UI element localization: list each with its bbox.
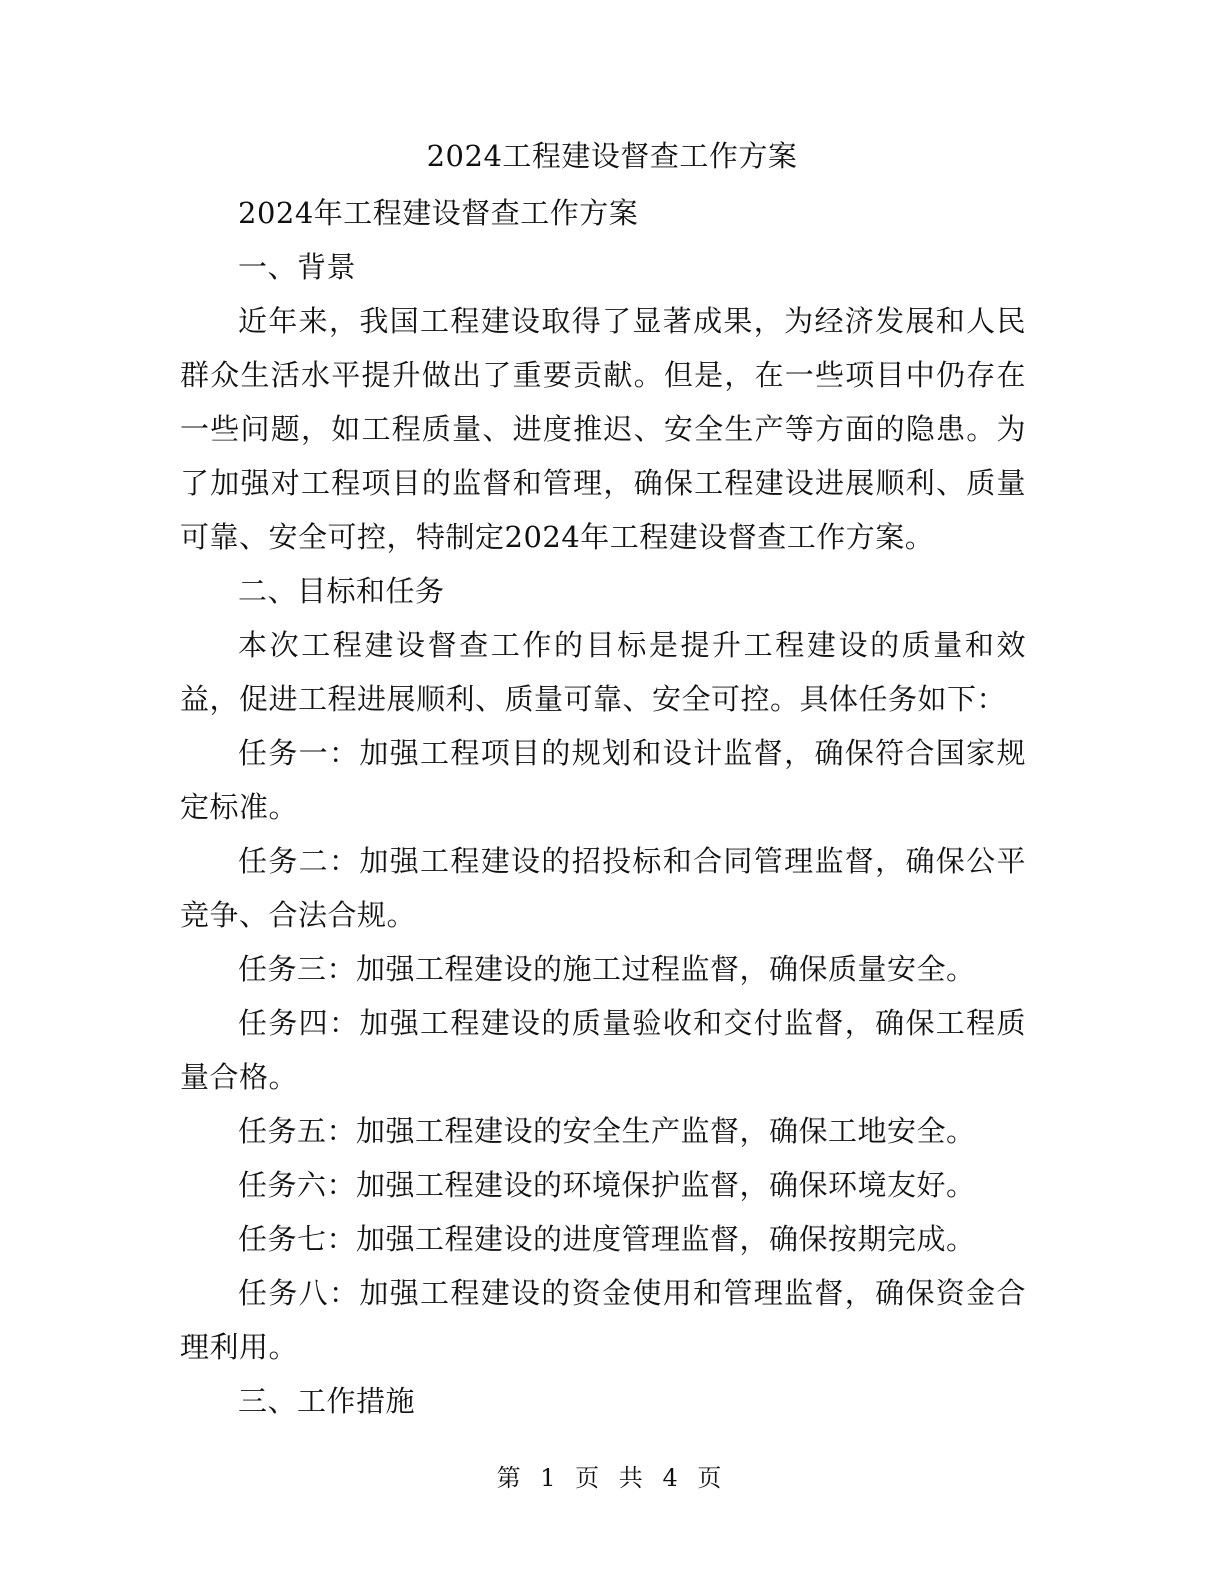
section-heading-goals: 二、目标和任务 [238, 574, 445, 608]
section-heading-measures: 三、工作措施 [238, 1384, 416, 1418]
task-item: 任务四：加强工程建设的质量验收和交付监督，确保工程质量合格。 [180, 1006, 1026, 1094]
task-item: 任务六：加强工程建设的环境保护监督，确保环境友好。 [238, 1168, 976, 1202]
task-item: 任务三：加强工程建设的施工过程监督，确保质量安全。 [238, 952, 976, 986]
goals-paragraph: 本次工程建设督查工作的目标是提升工程建设的质量和效益，促进工程进展顺利、质量可靠、安全可控。具体任务如下： [180, 628, 1026, 716]
task-item: 任务八：加强工程建设的资金使用和管理监督，确保资金合理利用。 [180, 1276, 1026, 1364]
document-title: 2024工程建设督查工作方案 [426, 139, 798, 173]
page-number-footer: 第 1 页 共 4 页 [496, 1464, 728, 1492]
section-heading-background: 一、背景 [238, 250, 357, 284]
background-paragraph: 近年来，我国工程建设取得了显著成果，为经济发展和人民群众生活水平提升做出了重要贡献。但是，在一些项目中仍存在一些问题，如工程质量、进度推迟、安全生产等方面的隐患。为了加强对工程项目的监督和管理，确保工程建设进展顺利、质量可靠、安全可控，特制定2024年工程建设督查工作方案。 [180, 304, 1026, 554]
task-item: 任务五：加强工程建设的安全生产监督，确保工地安全。 [238, 1114, 976, 1148]
task-item: 任务二：加强工程建设的招投标和合同管理监督，确保公平竞争、合法合规。 [180, 844, 1026, 932]
document-body [180, 186, 1026, 1428]
task-item: 任务七：加强工程建设的进度管理监督，确保按期完成。 [238, 1222, 976, 1256]
task-item: 任务一：加强工程项目的规划和设计监督，确保符合国家规定标准。 [180, 736, 1026, 824]
subtitle-paragraph: 2024年工程建设督查工作方案 [238, 196, 639, 230]
